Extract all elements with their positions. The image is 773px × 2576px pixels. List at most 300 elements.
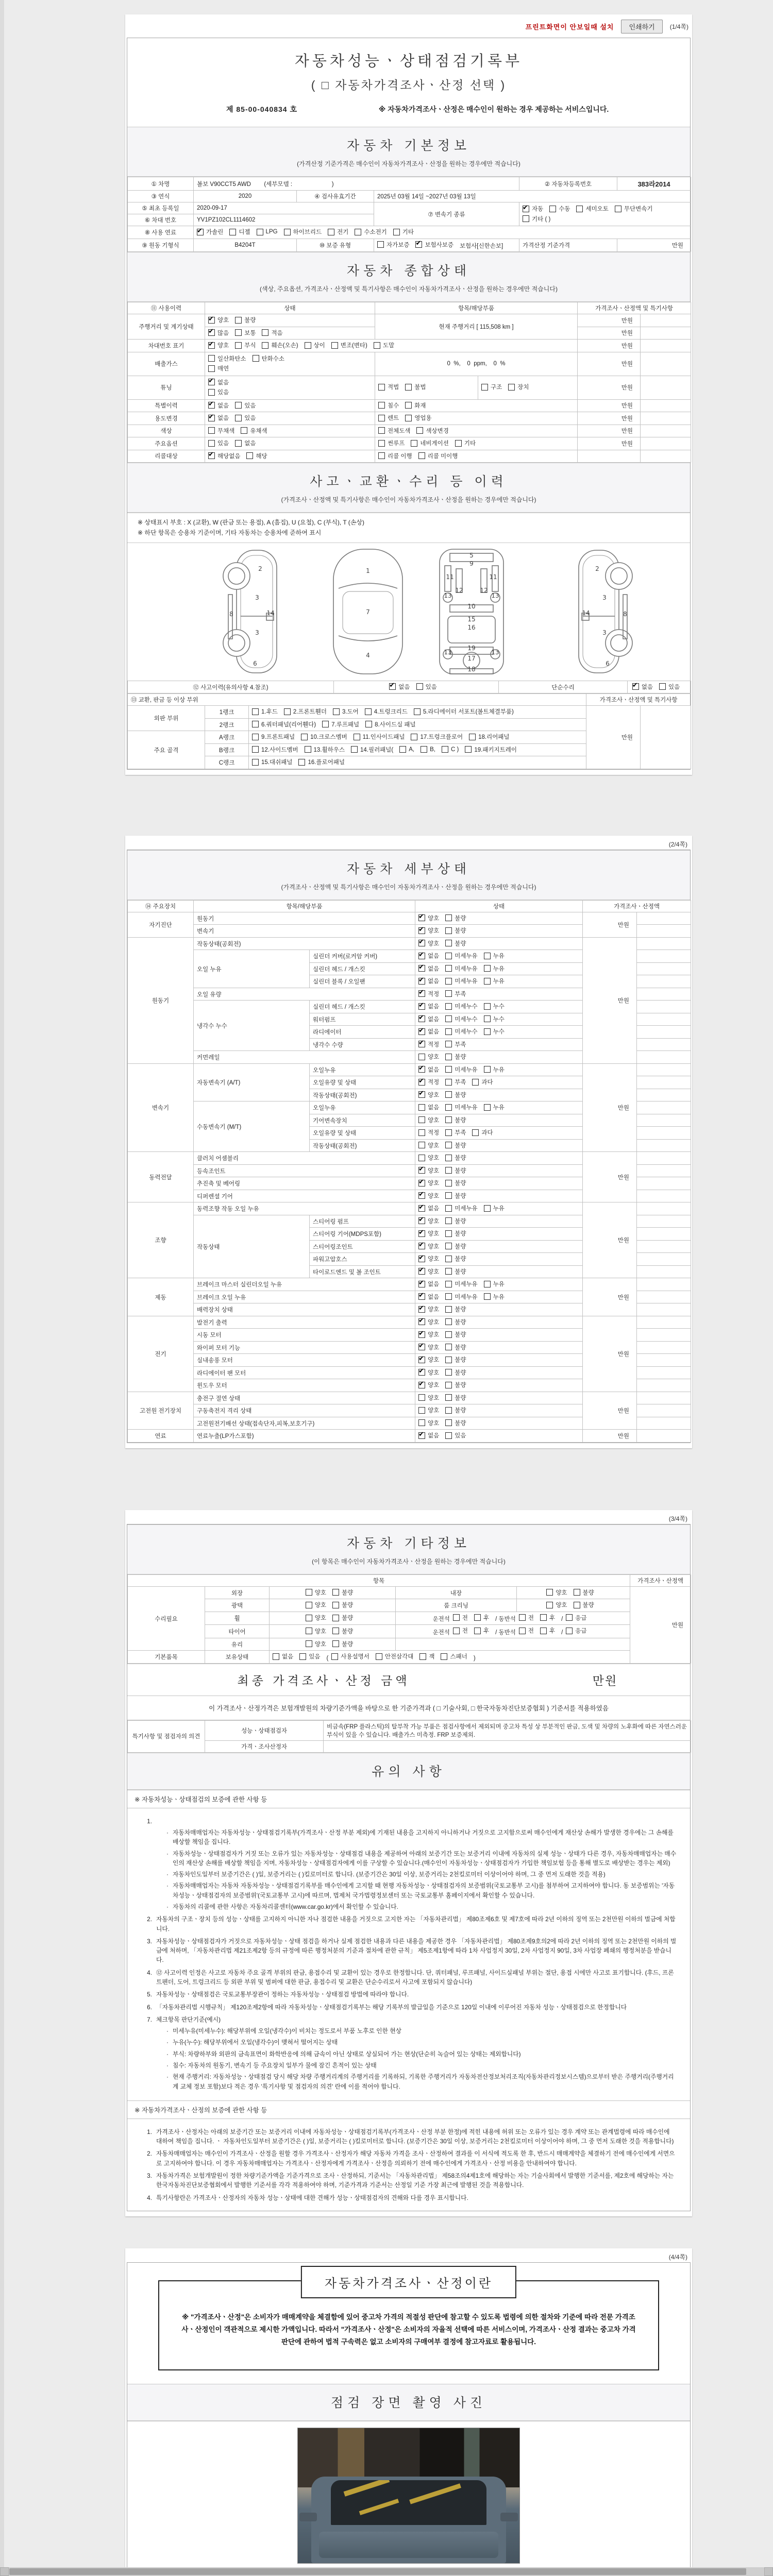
checkbox-option[interactable] [305,745,345,754]
checkbox-icon[interactable] [301,734,308,740]
checkbox-option[interactable] [445,1166,466,1175]
checkbox-icon[interactable] [332,1628,339,1634]
checkbox-icon[interactable] [465,746,472,753]
checkbox-icon[interactable] [445,1407,452,1414]
checkbox-option[interactable] [378,383,399,391]
checked-checkbox-icon[interactable] [418,1217,425,1224]
checkbox-icon[interactable] [365,708,372,715]
checkbox-icon[interactable] [445,1293,452,1300]
checkbox-option[interactable] [421,746,435,753]
checkbox-option[interactable] [445,1381,466,1389]
checkbox-option[interactable] [445,939,466,947]
checkbox-option[interactable] [523,205,543,213]
checkbox-icon[interactable] [484,953,491,959]
checkbox-icon[interactable] [235,342,242,349]
checkbox-icon[interactable] [445,1155,452,1161]
checkbox-option[interactable] [354,733,405,741]
checkbox-option[interactable] [445,1053,466,1061]
checkbox-option[interactable] [418,1394,439,1402]
checkbox-icon[interactable] [484,1205,491,1212]
checkbox-option[interactable] [445,914,466,922]
checkbox-icon[interactable] [246,452,253,459]
checkbox-option[interactable] [418,1078,439,1086]
checkbox-option[interactable] [508,383,529,391]
checked-checkbox-icon[interactable] [208,342,215,349]
checkbox-icon[interactable] [262,329,268,336]
checkbox-icon[interactable] [322,721,329,727]
checkbox-option[interactable] [519,1626,534,1635]
checkbox-option[interactable] [484,1204,505,1212]
checkbox-option[interactable] [331,341,367,349]
checkbox-option[interactable] [445,1015,477,1023]
checkbox-option[interactable] [484,977,505,985]
checkbox-icon[interactable] [445,1331,452,1338]
checkbox-icon[interactable] [305,746,311,753]
checkbox-option[interactable] [299,1652,320,1660]
checkbox-icon[interactable] [519,1628,526,1634]
checkbox-option[interactable] [465,745,517,754]
checkbox-icon[interactable] [418,1129,425,1136]
checkbox-option[interactable] [415,241,453,249]
scrollbar-thumb[interactable] [9,2568,746,2575]
checkbox-option[interactable] [405,414,431,422]
checkbox-icon[interactable] [445,1306,452,1313]
checkbox-icon[interactable] [445,1281,452,1287]
checkbox-icon[interactable] [306,1640,312,1647]
scroll-left-arrow[interactable] [0,2567,9,2576]
checkbox-icon[interactable] [484,978,491,985]
checkbox-option[interactable] [376,1652,414,1660]
checkbox-option[interactable] [546,1601,567,1609]
checkbox-icon[interactable] [445,1142,452,1148]
checked-checkbox-icon[interactable] [418,1243,425,1249]
checkbox-icon[interactable] [418,452,425,459]
checkbox-icon[interactable] [257,229,263,235]
checkbox-option[interactable] [445,1406,466,1414]
checked-checkbox-icon[interactable] [418,1318,425,1325]
checkbox-option[interactable] [418,1355,439,1364]
checkbox-option[interactable] [418,1305,439,1313]
checkbox-option[interactable] [418,964,439,973]
checked-checkbox-icon[interactable] [418,1091,425,1098]
checked-checkbox-icon[interactable] [418,1369,425,1376]
checkbox-option[interactable] [262,341,298,349]
checkbox-icon[interactable] [416,683,423,690]
checkbox-icon[interactable] [378,427,385,434]
checkbox-icon[interactable] [235,317,242,324]
checked-checkbox-icon[interactable] [418,1205,425,1212]
checkbox-option[interactable] [418,1027,439,1036]
checkbox-option[interactable] [418,1192,439,1200]
checkbox-icon[interactable] [445,965,452,972]
checkbox-option[interactable] [378,427,410,435]
checkbox-icon[interactable] [208,365,215,372]
checkbox-option[interactable] [378,414,399,422]
checked-checkbox-icon[interactable] [418,1028,425,1035]
checkbox-icon[interactable] [418,1155,425,1161]
checkbox-option[interactable] [418,1040,439,1048]
checkbox-option[interactable] [445,1229,466,1238]
checkbox-icon[interactable] [306,1602,312,1608]
checkbox-option[interactable] [418,1255,439,1263]
checkbox-icon[interactable] [445,1243,452,1249]
checkbox-option[interactable] [418,1179,439,1187]
checkbox-option[interactable] [332,1588,353,1597]
checkbox-option[interactable] [484,1027,505,1036]
checkbox-option[interactable] [418,1381,439,1389]
checkbox-option[interactable] [574,1588,594,1597]
checkbox-option[interactable] [549,205,570,213]
checkbox-icon[interactable] [574,1602,580,1608]
checkbox-icon[interactable] [284,708,291,715]
checkbox-option[interactable] [445,1217,466,1225]
checkbox-option[interactable] [523,215,550,223]
checkbox-option[interactable] [405,383,426,391]
checkbox-icon[interactable] [418,1419,425,1426]
checkbox-icon[interactable] [262,342,268,349]
checkbox-option[interactable] [418,1141,439,1149]
checkbox-icon[interactable] [566,1614,573,1621]
checkbox-option[interactable] [418,452,458,460]
checkbox-option[interactable] [445,1091,466,1099]
checkbox-option[interactable] [453,1614,468,1622]
checkbox-option[interactable] [445,1330,466,1338]
checkbox-icon[interactable] [442,746,448,753]
checkbox-option[interactable] [328,228,348,236]
checkbox-option[interactable] [252,733,295,741]
checkbox-icon[interactable] [253,355,259,362]
checkbox-icon[interactable] [376,1653,382,1660]
checkbox-icon[interactable] [445,1028,452,1035]
checkbox-option[interactable] [284,228,322,236]
checkbox-option[interactable] [484,964,505,973]
checkbox-option[interactable] [252,745,298,754]
checkbox-option[interactable] [405,401,426,410]
checkbox-icon[interactable] [332,1589,339,1596]
checkbox-option[interactable] [418,1293,439,1301]
checkbox-option[interactable] [445,1065,477,1074]
checkbox-icon[interactable] [418,1142,425,1148]
checkbox-option[interactable] [301,733,347,741]
checkbox-icon[interactable] [484,1104,491,1111]
checked-checkbox-icon[interactable] [208,317,215,324]
checkbox-icon[interactable] [445,1116,452,1123]
checkbox-option[interactable] [331,1652,369,1660]
checkbox-icon[interactable] [332,1615,339,1621]
checkbox-icon[interactable] [332,1640,339,1647]
checkbox-icon[interactable] [306,1628,312,1634]
checkbox-option[interactable] [576,205,608,213]
checkbox-icon[interactable] [484,1015,491,1022]
checkbox-option[interactable] [453,1626,468,1635]
checkbox-icon[interactable] [540,1628,547,1634]
checkbox-option[interactable] [445,1355,466,1364]
checkbox-option[interactable] [418,1343,439,1351]
checkbox-icon[interactable] [546,1602,553,1608]
checkbox-icon[interactable] [418,1407,425,1414]
checkbox-option[interactable] [197,228,223,236]
checkbox-option[interactable] [418,1406,439,1414]
checkbox-icon[interactable] [445,1129,452,1136]
checkbox-icon[interactable] [549,206,556,212]
checkbox-option[interactable] [374,341,394,349]
checkbox-option[interactable] [377,241,409,249]
checkbox-icon[interactable] [377,241,384,248]
checkbox-option[interactable] [632,683,653,691]
print-install-hint[interactable]: 프린트화면이 안보일때 설치 [525,23,614,31]
checkbox-icon[interactable] [328,229,334,235]
checkbox-option[interactable] [208,427,234,435]
checked-checkbox-icon[interactable] [415,241,422,248]
checkbox-option[interactable] [306,1601,326,1609]
checkbox-option[interactable] [208,439,229,447]
checkbox-icon[interactable] [445,1192,452,1199]
checkbox-icon[interactable] [469,734,476,740]
checked-checkbox-icon[interactable] [418,990,425,997]
checkbox-option[interactable] [484,1015,505,1023]
checkbox-icon[interactable] [445,1256,452,1262]
checkbox-icon[interactable] [519,1614,526,1621]
checkbox-icon[interactable] [474,1628,481,1634]
checkbox-option[interactable] [418,939,439,947]
checkbox-option[interactable] [257,229,278,235]
checkbox-option[interactable] [445,1179,466,1187]
checkbox-icon[interactable] [208,389,215,396]
checkbox-icon[interactable] [445,1054,452,1060]
checked-checkbox-icon[interactable] [418,1192,425,1199]
checked-checkbox-icon[interactable] [418,1015,425,1022]
checkbox-icon[interactable] [441,1653,447,1660]
checkbox-option[interactable] [235,329,256,337]
checkbox-option[interactable] [418,1368,439,1377]
checkbox-icon[interactable] [445,1419,452,1426]
checkbox-option[interactable] [411,439,449,447]
checkbox-icon[interactable] [445,1268,452,1275]
checkbox-icon[interactable] [474,1614,481,1621]
checkbox-option[interactable] [469,733,509,741]
checkbox-icon[interactable] [484,965,491,972]
checkbox-option[interactable] [418,952,439,960]
checkbox-icon[interactable] [378,452,385,459]
checkbox-option[interactable] [246,452,267,460]
checkbox-option[interactable] [333,707,359,716]
checkbox-option[interactable] [418,1217,439,1225]
checkbox-icon[interactable] [351,746,358,753]
checkbox-option[interactable] [472,1128,493,1137]
checkbox-icon[interactable] [208,427,215,434]
checkbox-icon[interactable] [472,1079,479,1086]
checked-checkbox-icon[interactable] [418,1382,425,1388]
checkbox-option[interactable] [262,329,282,337]
checkbox-option[interactable] [418,1431,439,1439]
checked-checkbox-icon[interactable] [418,1268,425,1275]
checkbox-icon[interactable] [365,721,372,727]
checked-checkbox-icon[interactable] [389,683,396,690]
checkbox-icon[interactable] [445,1180,452,1187]
checkbox-option[interactable] [418,1166,439,1175]
checkbox-icon[interactable] [355,229,361,235]
checkbox-icon[interactable] [331,1653,338,1660]
checkbox-option[interactable] [252,758,292,766]
checkbox-option[interactable] [519,1614,534,1622]
checkbox-icon[interactable] [484,1281,491,1287]
checkbox-icon[interactable] [331,342,338,349]
checkbox-option[interactable] [418,1204,439,1212]
checkbox-option[interactable] [306,1627,326,1635]
checkbox-icon[interactable] [235,329,242,336]
checkbox-icon[interactable] [484,1003,491,1010]
checkbox-option[interactable] [418,1053,439,1061]
checkbox-option[interactable] [355,228,386,236]
checkbox-option[interactable] [365,707,408,716]
checkbox-icon[interactable] [484,1293,491,1300]
checkbox-icon[interactable] [418,1104,425,1111]
checkbox-option[interactable] [399,746,414,753]
checkbox-icon[interactable] [455,440,462,447]
checked-checkbox-icon[interactable] [418,978,425,985]
checkbox-option[interactable] [235,414,256,422]
checkbox-option[interactable] [208,378,229,386]
checkbox-icon[interactable] [235,415,242,421]
checkbox-option[interactable] [455,439,476,447]
checkbox-option[interactable] [365,720,415,728]
checkbox-option[interactable] [418,1267,439,1276]
checkbox-option[interactable] [445,1305,466,1313]
checkbox-option[interactable] [445,1343,466,1351]
checkbox-option[interactable] [208,388,229,396]
checkbox-option[interactable] [241,427,267,435]
checkbox-icon[interactable] [445,1344,452,1350]
checkbox-option[interactable] [208,329,229,337]
checkbox-icon[interactable] [445,978,452,985]
checkbox-icon[interactable] [445,1382,452,1388]
checkbox-icon[interactable] [419,1653,426,1660]
checkbox-option[interactable] [208,364,229,372]
checkbox-option[interactable] [273,1652,293,1660]
checkbox-option[interactable] [208,341,229,349]
checkbox-icon[interactable] [411,440,417,447]
checkbox-option[interactable] [445,1154,466,1162]
checkbox-icon[interactable] [484,1066,491,1073]
print-button[interactable]: 인쇄하기 [621,20,662,33]
checked-checkbox-icon[interactable] [208,329,215,336]
checkbox-option[interactable] [484,1293,505,1301]
checked-checkbox-icon[interactable] [418,1357,425,1363]
checkbox-option[interactable] [252,720,316,728]
checkbox-icon[interactable] [298,759,305,766]
checkbox-option[interactable] [418,1229,439,1238]
checkbox-option[interactable] [474,1626,489,1635]
checkbox-option[interactable] [445,1192,466,1200]
checkbox-icon[interactable] [615,206,621,212]
checkbox-icon[interactable] [374,342,380,349]
checkbox-icon[interactable] [445,1104,452,1111]
checkbox-icon[interactable] [576,206,583,212]
checked-checkbox-icon[interactable] [208,379,215,385]
checked-checkbox-icon[interactable] [418,1256,425,1262]
checkbox-option[interactable] [418,914,439,922]
checkbox-icon[interactable] [252,721,259,727]
checkbox-icon[interactable] [453,1614,460,1621]
checkbox-option[interactable] [418,1242,439,1250]
checkbox-option[interactable] [208,414,229,422]
checkbox-option[interactable] [484,1002,505,1010]
checkbox-option[interactable] [566,1626,586,1635]
checked-checkbox-icon[interactable] [418,953,425,959]
checkbox-icon[interactable] [453,1628,460,1634]
checkbox-option[interactable] [418,1318,439,1326]
checkbox-option[interactable] [474,1614,489,1622]
checkbox-option[interactable] [445,964,477,973]
checkbox-icon[interactable] [418,1054,425,1060]
checked-checkbox-icon[interactable] [418,940,425,946]
checkbox-option[interactable] [235,316,256,324]
checkbox-option[interactable] [332,1614,353,1622]
checkbox-option[interactable] [235,439,256,447]
checkbox-icon[interactable] [445,927,452,934]
checkbox-option[interactable] [298,758,345,766]
checked-checkbox-icon[interactable] [418,1293,425,1300]
checkbox-icon[interactable] [445,953,452,959]
checkbox-option[interactable] [332,1627,353,1635]
checked-checkbox-icon[interactable] [418,1079,425,1086]
checkbox-icon[interactable] [566,1628,573,1634]
checkbox-icon[interactable] [523,215,529,222]
checkbox-option[interactable] [306,1614,326,1622]
checkbox-option[interactable] [418,1002,439,1010]
checkbox-icon[interactable] [445,1066,452,1073]
checkbox-icon[interactable] [546,1589,553,1596]
checkbox-icon[interactable] [405,384,412,391]
checkbox-icon[interactable] [273,1653,279,1660]
checkbox-icon[interactable] [399,746,406,753]
checked-checkbox-icon[interactable] [208,415,215,421]
checkbox-icon[interactable] [445,1230,452,1237]
checkbox-option[interactable] [416,683,437,691]
checkbox-option[interactable] [418,1128,439,1137]
checkbox-icon[interactable] [252,746,259,753]
checkbox-option[interactable] [445,1204,477,1212]
checkbox-option[interactable] [378,401,399,410]
checkbox-option[interactable] [332,1640,353,1648]
checked-checkbox-icon[interactable] [418,1344,425,1350]
checked-checkbox-icon[interactable] [418,1041,425,1047]
checkbox-icon[interactable] [252,759,259,766]
checkbox-option[interactable] [378,439,405,447]
checked-checkbox-icon[interactable] [418,965,425,972]
checkbox-option[interactable] [418,1065,439,1074]
checkbox-option[interactable] [445,1255,466,1263]
checkbox-icon[interactable] [659,683,666,690]
checked-checkbox-icon[interactable] [418,1167,425,1174]
checkbox-option[interactable] [235,341,256,349]
checkbox-icon[interactable] [378,402,385,409]
checkbox-icon[interactable] [445,1394,452,1401]
checkbox-option[interactable] [322,720,359,728]
checkbox-icon[interactable] [418,1394,425,1401]
checkbox-option[interactable] [306,1588,326,1597]
checkbox-icon[interactable] [418,1116,425,1123]
checkbox-icon[interactable] [208,355,215,362]
checked-checkbox-icon[interactable] [418,1230,425,1237]
checkbox-icon[interactable] [332,1602,339,1608]
checked-checkbox-icon[interactable] [208,452,215,459]
checkbox-icon[interactable] [445,1079,452,1086]
checkbox-option[interactable] [445,1394,466,1402]
checkbox-icon[interactable] [445,1003,452,1010]
checkbox-option[interactable] [418,1280,439,1288]
checkbox-option[interactable] [481,383,502,391]
